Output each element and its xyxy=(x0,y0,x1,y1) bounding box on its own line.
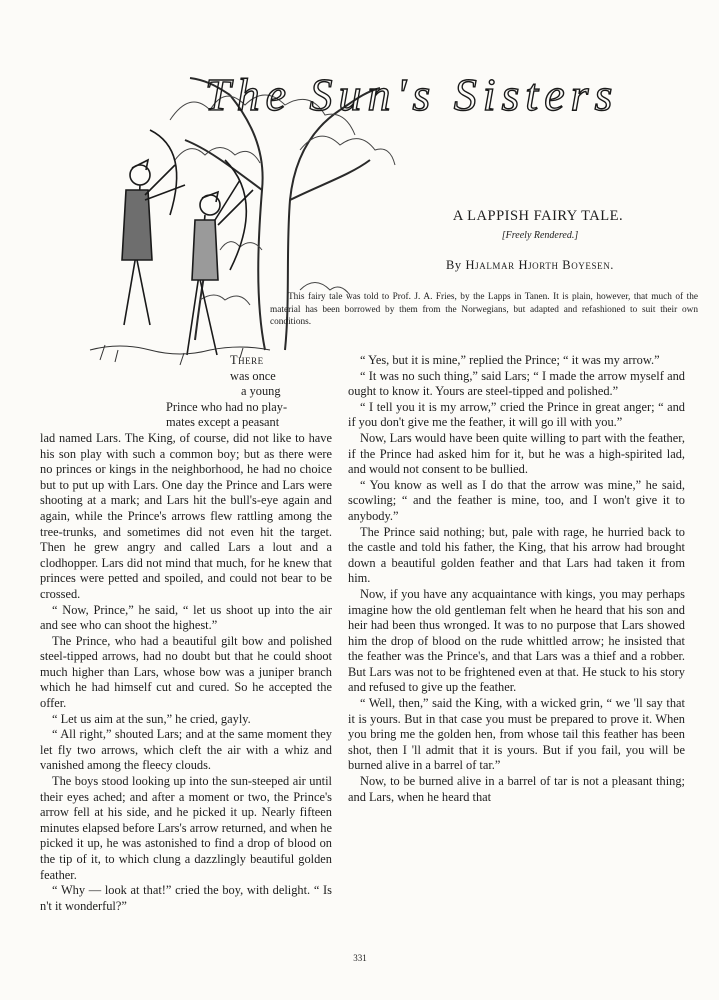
paragraph: “ All right,” shouted Lars; and at the same moment they let fly two arrows, which cleft the air with a whiz and vanished among the fleecy clouds. xyxy=(40,727,332,773)
paragraph: “ Let us aim at the sun,” he cried, gayly. xyxy=(52,711,251,726)
paragraph: “ Why — look at that!” cried the boy, with delight. “ Is n't it wonderful?” xyxy=(40,883,332,913)
paragraph: Now, to be burned alive in a barrel of tar is not a pleasant thing; and Lars, when he heard that xyxy=(348,774,685,804)
right-column xyxy=(348,353,685,805)
paragraph: The boys stood looking up into the sun-steeped air until their eyes ached; and after a moment or two, the Prince's arrow fell at his side, and he picked it up. Nearly fifteen minutes elapsed before Lars's arrow returned, and when he picked it up, he was astonished to find a drop of blood on the tip of it, to which clung a dazzlingly beautiful golden feather. xyxy=(40,774,332,882)
rendering-note: [Freely Rendered.] xyxy=(501,230,579,241)
paragraph: Now, Lars would have been quite willing to part with the feather, if the Prince had asked him for it, but he was a high-spirited lad, and would not consent to be bullied. xyxy=(348,430,685,477)
paragraph: “ Now, Prince,” he said, “ let us shoot up into the air and see who can shoot the highest.” xyxy=(40,602,332,633)
paragraph: “ Well, then,” said the King, with a wicked grin, “ we 'll say that it is yours. But in that case you must be prepared to prove it. When you bring me the golden hen, from whose tail this feather has been shot, then I 'll admit that it is yours. But if you fail, you will be burned alive in a barrel of tar.” xyxy=(348,696,685,773)
paragraph: The Prince, who had a beautiful gilt bow and polished steel-tipped arrows, had no doubt but that he could shoot much higher than Lars, whose bow was a juniper branch which he had himself cut and cured. So he accepted the offer. xyxy=(40,633,332,711)
intro-line: a young xyxy=(241,384,281,399)
paragraph: Now, if you have any acquaintance with kings, you may perhaps imagine how the old gentleman felt when he heard that his son and heir had been thus wronged. It was to no purpose that Lars showed him the drop of blood on the rude whittled arrow; he insisted that the feather was the Prince's, and that Lars was a thief and a robber. But Lars was not to be frightened even at that. He stuck to his story and refused to give up the feather. xyxy=(348,586,685,695)
paragraph: “ It was no such thing,” said Lars; “ I made the arrow myself and ought to know it. Yours are steel-tipped and polished.” xyxy=(348,368,685,399)
source-note: This fairy tale was told to Prof. J. A. Fries, by the Lapps in Tanen. It is plain, however, that much of the material has been borrowed by them from the Norwegians, but adapted and refashioned to suit their own conditions. xyxy=(270,292,698,327)
intro-lines xyxy=(230,353,332,384)
paragraph: The Prince said nothing; but, pale with rage, he hurried back to the castle and told his father, the King, that his arrow had brought down a beautiful golden feather and that Lars had taken it from him. xyxy=(348,524,685,586)
author-byline xyxy=(380,258,680,273)
page-number: 331 xyxy=(353,953,367,963)
author-prefix: By xyxy=(445,258,462,272)
paragraph: “ Yes, but it is mine,” replied the Prince; “ it was my arrow.” xyxy=(360,353,660,367)
paragraph: lad named Lars. The King, of course, did not like to have his son play with such a common boy; but as there were no princes or kings in the neighborhood, he had no choice but to put up with Lars. One day the Prince and Lars were shooting at a mark; and Lars hit the bull's-eye again and again, while the Prince's arrows flew rattling among the tree-trunks, and sometimes did not even hit the target. Then he grew angry and called Lars a lout and a clodhopper. Lars did not mind that much, for he knew that princes were petted and spoiled, and could not bear to be crossed. xyxy=(40,430,332,601)
intro-line: Prince who had no play- xyxy=(166,399,288,414)
paragraph: “ I tell you it is my arrow,” cried the Prince in great anger; “ and if you don't give me the feather, it will go ill with you.” xyxy=(348,399,685,430)
title-lettering: The Sun's Sisters xyxy=(205,69,619,120)
drop-word: There xyxy=(230,353,264,367)
author-name: Hjalmar Hjorth Boyesen. xyxy=(465,258,615,272)
paragraph: “ You know as well as I do that the arrow was mine,” he said, scowling; “ and the feather is mine, too, and I won't give it to anybody.” xyxy=(348,477,685,523)
article-subtitle: A LAPPISH FAIRY TALE. xyxy=(452,208,624,224)
left-column xyxy=(40,353,332,914)
intro-line: was once xyxy=(230,368,276,383)
decorative-title xyxy=(205,69,618,120)
intro-line: mates except a peasant xyxy=(166,415,280,430)
